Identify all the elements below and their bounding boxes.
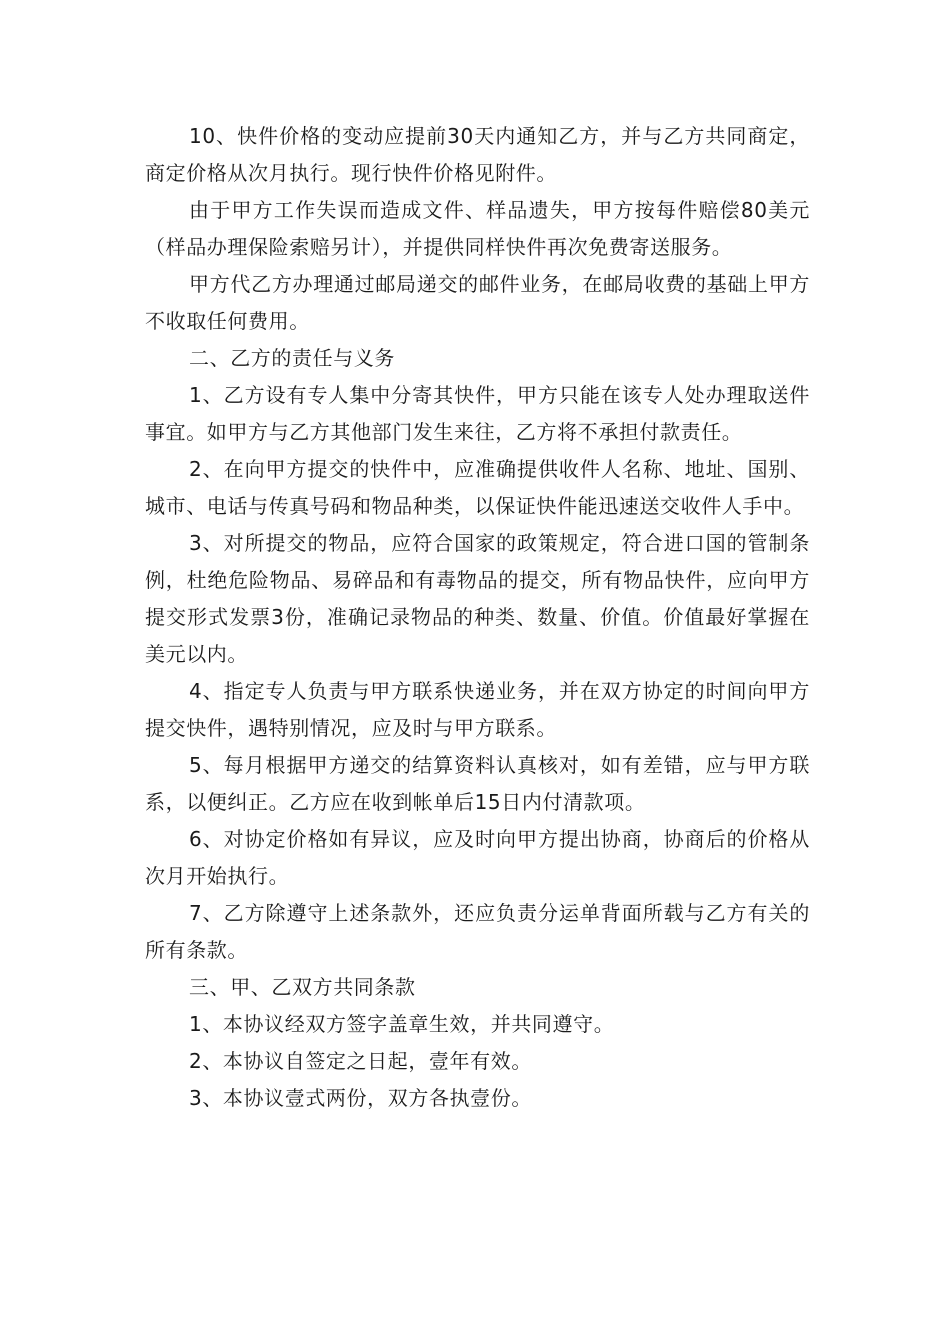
paragraph-b-clause-6: 6、对协定价格如有异议，应及时向甲方提出协商，协商后的价格从次月开始执行。 [145,827,810,888]
paragraph-common-clause-1: 1、本协议经双方签字盖章生效，并共同遵守。 [189,1012,615,1036]
paragraph-common-clause-3: 3、本协议壹式两份，双方各执壹份。 [189,1086,532,1110]
paragraph-loss-compensation: 由于甲方工作失误而造成文件、样品遗失，甲方按每件赔偿80美元（样品办理保险索赔另计），并提供同样快件再次免费寄送服务。 [145,198,810,259]
paragraph-b-clause-7: 7、乙方除遵守上述条款外，还应负责分运单背面所载与乙方有关的所有条款。 [145,901,810,962]
section-heading-party-b: 二、乙方的责任与义务 [189,346,395,370]
paragraph-postal-service: 甲方代乙方办理通过邮局递交的邮件业务，在邮局收费的基础上甲方不收取任何费用。 [145,272,810,333]
paragraph-b-clause-1: 1、乙方设有专人集中分寄其快件，甲方只能在该专人处办理取送件事宜。如甲方与乙方其他部门发生来往，乙方将不承担付款责任。 [145,383,810,444]
paragraph-b-clause-2: 2、在向甲方提交的快件中，应准确提供收件人名称、地址、国别、城市、电话与传真号码和物品种类，以保证快件能迅速送交收件人手中。 [145,457,810,518]
paragraph-price-change: 10、快件价格的变动应提前30天内通知乙方，并与乙方共同商定，商定价格从次月执行。现行快件价格见附件。 [145,124,810,185]
paragraph-b-clause-3: 3、对所提交的物品，应符合国家的政策规定，符合进口国的管制条例，杜绝危险物品、易碎品和有毒物品的提交，所有物品快件，应向甲方提交形式发票3份，准确记录物品的种类、数量、价值。价值最好掌握在美元以内。 [145,531,810,666]
paragraph-b-clause-4: 4、指定专人负责与甲方联系快递业务，并在双方协定的时间向甲方提交快件，遇特别情况，应及时与甲方联系。 [145,679,810,740]
paragraph-common-clause-2: 2、本协议自签定之日起，壹年有效。 [189,1049,532,1073]
section-heading-common-terms: 三、甲、乙双方共同条款 [189,975,416,999]
paragraph-b-clause-5: 5、每月根据甲方递交的结算资料认真核对，如有差错，应与甲方联系，以便纠正。乙方应在收到帐单后15日内付清款项。 [145,753,810,814]
